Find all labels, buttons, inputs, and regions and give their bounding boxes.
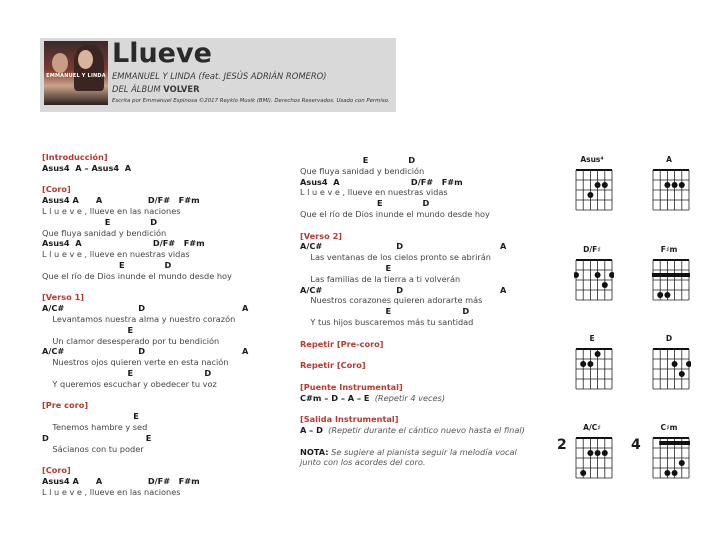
lyric-line: Sácianos con tu poder	[42, 443, 144, 454]
cover-face	[78, 50, 93, 69]
note-label: NOTA:	[300, 446, 329, 457]
lyric-line: Nuestros ojos quieren verte en esta nación	[42, 357, 229, 368]
chord-nut	[653, 437, 689, 439]
section-heading: [Puente Instrumental]	[300, 381, 403, 392]
chord-name-a: A	[666, 155, 672, 164]
lyric-line: Que fluya sanidad y bendición	[42, 227, 167, 238]
blank-line	[300, 371, 540, 382]
chord-diagram-asus4	[574, 168, 614, 220]
chord-finger-dot	[595, 272, 601, 278]
section-heading: [Pre coro]	[42, 400, 89, 411]
lyric-line: L l u e v e , llueve en nuestras vidas	[42, 249, 190, 260]
credit-line: Escrita por Emmanuel Espinosa ©2017 Reyklo Musik (BMI). Derechos Reservados. Usado con Permiso.	[112, 98, 390, 104]
chord-name-csm: C♯m	[660, 423, 678, 432]
album-prefix: DEL ÁLBUM	[112, 84, 161, 94]
section-heading: [Coro]	[42, 184, 71, 195]
chord-finger-dot	[664, 470, 670, 476]
album-name: VOLVER	[163, 84, 200, 94]
chord-barre	[652, 273, 690, 277]
blank-line	[300, 436, 540, 447]
chord-name-d: D	[665, 334, 673, 343]
chord-finger-dot	[595, 351, 601, 357]
blank-line	[300, 220, 540, 231]
chord-line: E D	[300, 155, 416, 165]
chord-line: A/C# D A	[42, 346, 249, 357]
chord-nut	[576, 169, 612, 171]
lyric-line: L l u e v e , llueve en las naciones	[42, 486, 181, 497]
chord-barre	[659, 441, 690, 445]
artist-line: EMMANUEL Y LINDA (feat. JESÚS ADRIÁN ROMERO)	[112, 71, 327, 81]
section-heading: [Introducción]	[42, 152, 108, 162]
blank-line	[42, 282, 248, 293]
chord-nut	[653, 259, 689, 261]
performance-note: (Repetir 4 veces)	[369, 392, 446, 403]
chord-nut	[653, 169, 689, 171]
section-heading: Repetir [Coro]	[300, 360, 366, 371]
lyric-line: Que el río de Dios inunde el mundo desde hoy	[300, 208, 490, 219]
chord-diagram-a-cs	[574, 436, 614, 488]
chord-line: E D	[42, 367, 212, 378]
chord-diagram-fsm	[651, 258, 691, 310]
chord-line: E	[42, 324, 134, 335]
lyric-line: Tenemos hambre y sed	[42, 421, 148, 432]
section-heading: Repetir [Pre-coro]	[300, 338, 384, 349]
song-title: Llueve	[112, 38, 212, 69]
chord-line	[300, 393, 540, 404]
chord-progression: C#m – D – A – E	[300, 392, 370, 403]
chord-finger-dot	[679, 182, 685, 188]
chord-nut	[576, 437, 612, 439]
chord-finger-dot	[679, 460, 685, 466]
blank-line	[42, 174, 248, 185]
album-cover	[44, 41, 108, 105]
lyric-line: Que el río de Dios inunde el mundo desde hoy	[42, 270, 232, 281]
chord-nut	[576, 259, 612, 261]
chord-diagram-e	[574, 347, 614, 399]
chord-name-d-fs: D/F♯	[583, 245, 601, 254]
lyric-line: Que fluya sanidad y bendición	[300, 165, 425, 176]
chord-progression: A – D	[300, 424, 323, 435]
chord-line: A/C# D A	[42, 303, 249, 314]
chord-finger-dot	[686, 361, 691, 367]
chord-nut	[653, 348, 689, 350]
chord-finger-dot	[679, 371, 685, 377]
chord-finger-dot	[672, 361, 678, 367]
section-heading: [Verso 1]	[42, 292, 85, 303]
lyrics-column-2	[300, 155, 540, 468]
chord-line: E D	[42, 216, 158, 227]
album-line	[112, 84, 200, 94]
chord-finger-dot	[609, 272, 614, 278]
beat-marker: 2	[557, 437, 567, 453]
section-heading: [Coro]	[42, 465, 71, 476]
lyric-line: L l u e v e , llueve en las naciones	[42, 205, 181, 216]
chord-line: E D	[300, 306, 470, 317]
chord-line: Asus4 A – Asus4 A	[42, 162, 132, 173]
blank-line	[42, 454, 248, 465]
lyric-line: Un clamor desesperado por tu bendición	[42, 335, 220, 346]
chord-line: E D	[42, 259, 172, 270]
lyric-line: Nuestros corazones quieren adorarte más	[300, 295, 483, 306]
beat-marker: 4	[631, 437, 641, 453]
chord-diagram-d-fs	[574, 258, 614, 310]
lyric-line: Y queremos escuchar y obedecer tu voz	[42, 378, 217, 389]
chord-finger-dot	[595, 182, 601, 188]
performance-note: (Repetir durante el cántico nuevo hasta el final)	[322, 424, 525, 435]
chord-line: Asus4 A D/F# F#m	[42, 238, 205, 249]
chord-name-e: E	[589, 334, 595, 343]
lyric-line: Las familias de la tierra a ti volverán	[300, 273, 461, 284]
lyric-line: Levantamos nuestra alma y nuestro corazón	[42, 313, 236, 324]
lyric-line: Y tus hijos buscaremos más tu santidad	[300, 316, 474, 327]
chord-name-a-cs: A/C♯	[583, 423, 601, 432]
chord-finger-dot	[587, 361, 593, 367]
chord-line: Asus4 A A D/F# F#m	[42, 195, 200, 206]
chord-line: A/C# D A	[300, 284, 507, 295]
lyric-line: Las ventanas de los cielos pronto se abrirán	[300, 252, 491, 263]
cover-text: EMMANUEL Y LINDA	[46, 73, 106, 79]
chord-diagram-csm	[651, 436, 691, 488]
chord-finger-dot	[664, 182, 670, 188]
blank-line	[42, 390, 248, 401]
chord-finger-dot	[664, 292, 670, 298]
chord-line: D E	[42, 432, 152, 443]
chord-name-asus4: Asus⁴	[580, 155, 604, 164]
chord-finger-dot	[580, 470, 586, 476]
chord-finger-dot	[602, 450, 608, 456]
chord-line: E	[42, 411, 139, 422]
chord-line: Asus4 A A D/F# F#m	[42, 475, 200, 486]
chord-finger-dot	[657, 292, 663, 298]
chord-finger-dot	[672, 470, 678, 476]
note-block	[300, 447, 540, 469]
chord-finger-dot	[587, 192, 593, 198]
blank-line	[300, 403, 540, 414]
blank-line	[300, 349, 540, 360]
chord-nut	[576, 348, 612, 350]
chord-finger-dot	[672, 182, 678, 188]
chord-line: E D	[300, 198, 430, 209]
chord-line	[300, 425, 540, 436]
lyrics-column-1	[42, 152, 248, 498]
chord-finger-dot	[574, 272, 579, 278]
chord-line: A/C# D A	[300, 241, 507, 252]
chord-finger-dot	[602, 282, 608, 288]
chord-finger-dot	[580, 361, 586, 367]
chord-name-fsm: F♯m	[660, 245, 678, 254]
chord-line: E	[300, 262, 392, 273]
chord-finger-dot	[595, 450, 601, 456]
lyric-line: L l u e v e , llueve en nuestras vidas	[300, 187, 448, 198]
chord-finger-dot	[602, 182, 608, 188]
cover-face	[52, 53, 68, 73]
note-text: Se sugiere al pianista seguir la melodía vocal junto con los acordes del coro.	[300, 446, 517, 468]
chord-diagram-d	[651, 347, 691, 399]
blank-line	[300, 328, 540, 339]
section-heading: [Salida Instrumental]	[300, 414, 399, 425]
chord-finger-dot	[587, 450, 593, 456]
chord-diagram-a	[651, 168, 691, 220]
section-heading: [Verso 2]	[300, 230, 343, 241]
chord-line: Asus4 A D/F# F#m	[300, 176, 463, 187]
